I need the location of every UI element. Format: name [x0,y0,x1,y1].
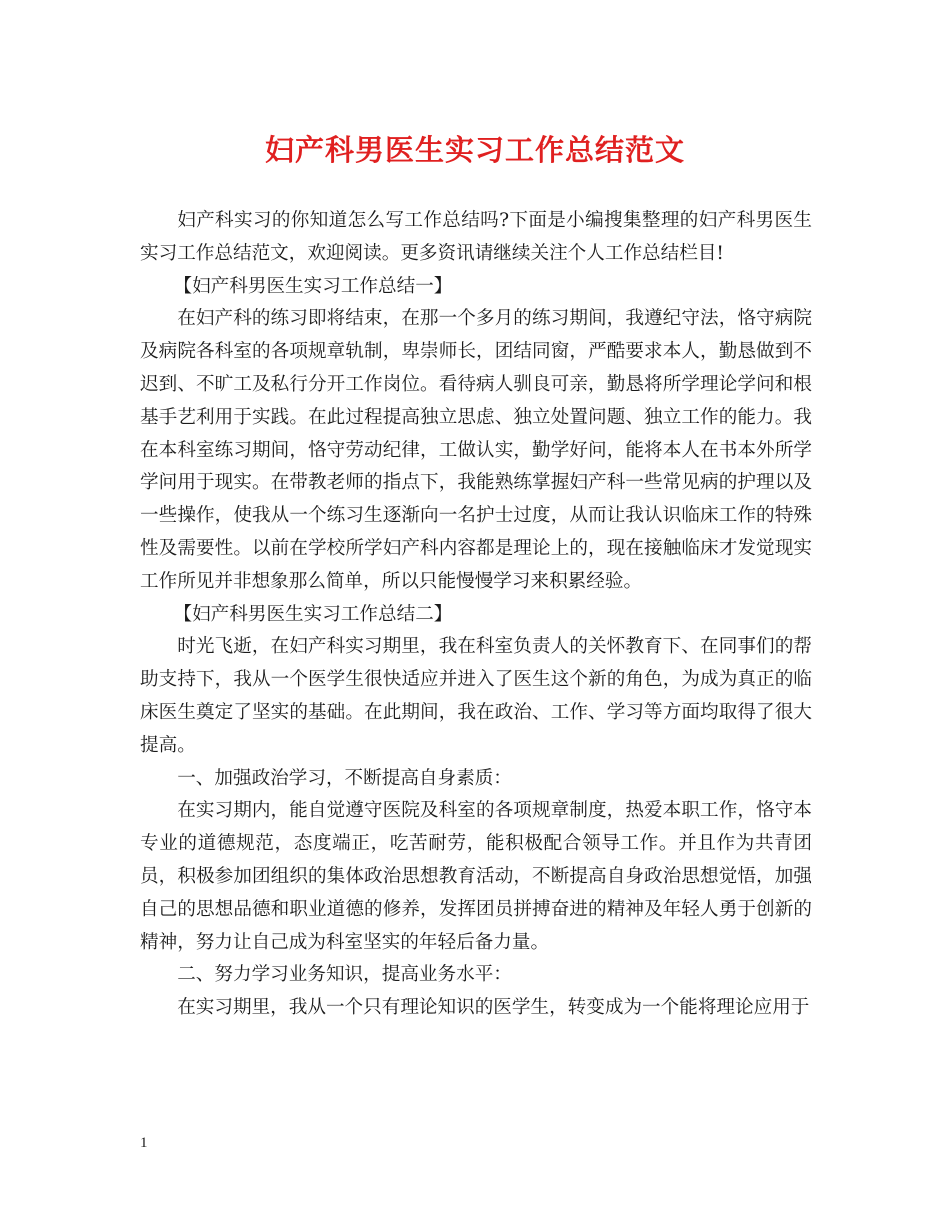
subheading-political-study: 一、加强政治学习，不断提高自身素质： [177,767,512,789]
summary-two-paragraph: 时光飞逝，在妇产科实习期里，我在科室负责人的关怀教育下、在同事们的帮助支持下，我从一个医学生很快适应并进入了医生这个新的角色，为成为真正的临床医生奠定了坚实的基础。在此期间，我在政治、工作、学习等方面均取得了很大提高。 [140,636,812,756]
political-study-paragraph: 在实习期内，能自觉遵守医院及科室的各项规章制度，热爱本职工作，恪守本专业的道德规范，态度端正，吃苦耐劳，能积极配合领导工作。并且作为共青团员，积极参加团组织的集体政治思想教育活动，不断提高自身政治思想觉悟，加强自己的思想品德和职业道德的修养，发挥团员拼搏奋进的精神及年轻人勇于创新的精神，努力让自己成为科室坚实的年轻后备力量。 [140,800,812,953]
document-title: 妇产科男医生实习工作总结范文 [264,133,685,167]
section-heading-1: 【妇产科男医生实习工作总结一】 [173,275,453,297]
intro-paragraph: 妇产科实习的你知道怎么写工作总结吗?下面是小编搜集整理的妇产科男医生实习工作总结范文，欢迎阅读。更多资讯请继续关注个人工作总结栏目! [140,210,812,264]
document-body [140,205,812,1025]
section-heading-2: 【妇产科男医生实习工作总结二】 [173,603,453,625]
professional-study-paragraph: 在实习期里，我从一个只有理论知识的医学生，转变成为一个能将理论应用于 [177,997,810,1019]
summary-one-paragraph: 在妇产科的练习即将结束，在那一个多月的练习期间，我遵纪守法，恪守病院及病院各科室的各项规章轨制，卑崇师长，团结同窗，严酷要求本人，勤恳做到不迟到、不旷工及私行分开工作岗位。看待病人驯良可亲，勤恳将所学理论学问和根基手艺利用于实践。在此过程提高独立思虑、独立处置问题、独立工作的能力。我在本科室练习期间，恪守劳动纪律，工做认实，勤学好问，能将本人在书本外所学学问用于现实。在带教老师的指点下，我能熟练掌握妇产科一些常见病的护理以及一些操作，使我从一个练习生逐渐向一名护士过度，从而让我认识临床工作的特殊性及需要性。以前在学校所学妇产科内容都是理论上的，现在接触临床才发觉现实工作所见并非想象那么简单，所以只能慢慢学习来积累经验。 [140,308,812,592]
page-number: 1 [140,1135,148,1151]
subheading-professional-study: 二、努力学习业务知识，提高业务水平： [177,964,512,986]
